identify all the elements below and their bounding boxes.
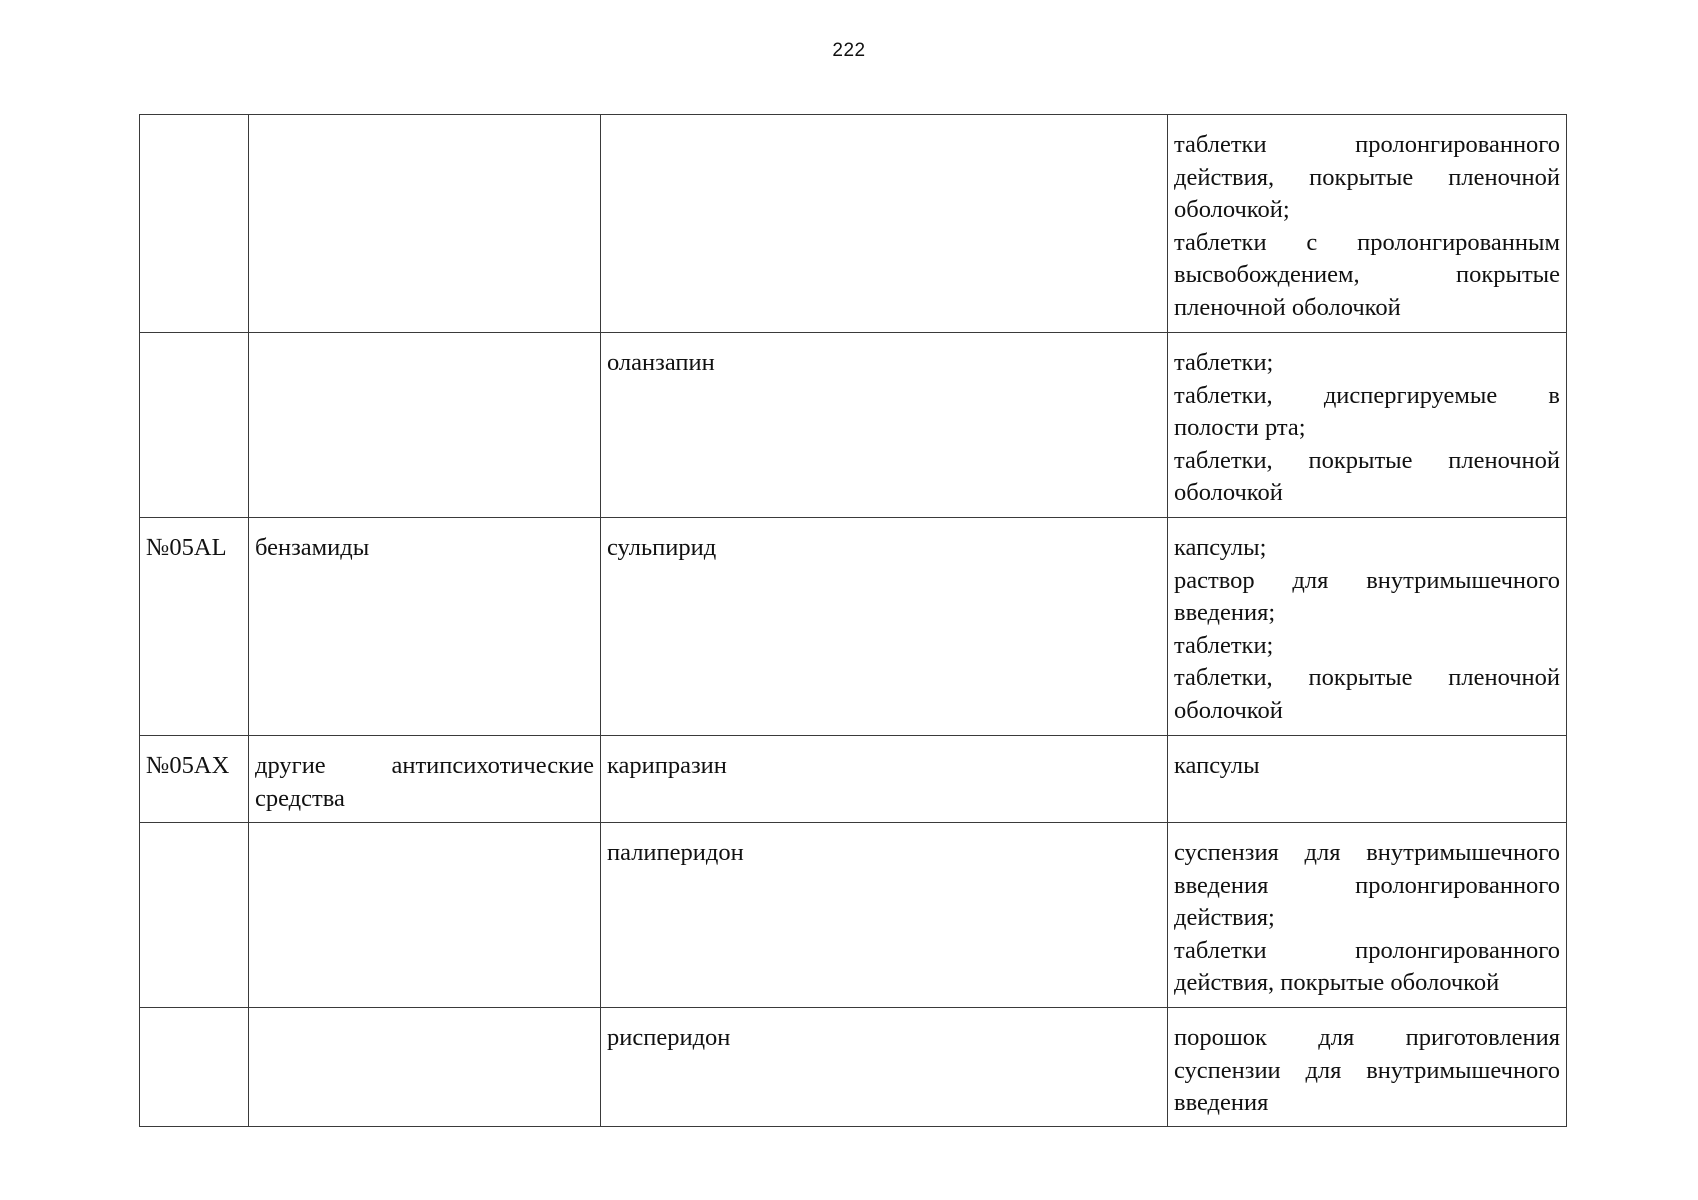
dosage-form: таблетки пролонгированного действия, покрытые оболочкой	[1174, 936, 1560, 997]
atc-code-cell	[140, 115, 249, 333]
drug-name-cell: оланзапин	[601, 333, 1168, 518]
drug-table	[139, 114, 1567, 1127]
dosage-form: суспензия для внутримышечного введения пролонгированного действия;	[1174, 839, 1560, 932]
drug-name-cell	[601, 115, 1168, 333]
dosage-forms-cell	[1168, 333, 1567, 518]
table-row	[140, 736, 1567, 823]
page-number: 222	[832, 40, 866, 61]
dosage-form: таблетки, покрытые пленочной оболочкой	[1174, 664, 1560, 724]
table-row	[140, 1008, 1567, 1127]
group-cell: бензамиды	[249, 518, 601, 736]
dosage-form: капсулы;	[1174, 534, 1267, 561]
table-row	[140, 333, 1567, 518]
dosage-form: капсулы	[1174, 752, 1260, 779]
dosage-forms-cell	[1168, 1008, 1567, 1127]
atc-code-cell	[140, 1008, 249, 1127]
dosage-forms-cell	[1168, 518, 1567, 736]
atc-code-cell	[140, 333, 249, 518]
atc-code-cell: №05AL	[140, 518, 249, 736]
drug-name-cell: карипразин	[601, 736, 1168, 823]
dosage-form: раствор для внутримышечного введения;	[1174, 566, 1560, 627]
group-cell: другие антипсихотические средства	[249, 736, 601, 823]
dosage-form: таблетки;	[1174, 349, 1274, 376]
table-row	[140, 115, 1567, 333]
dosage-forms-cell	[1168, 823, 1567, 1008]
dosage-form: таблетки с пролонгированным высвобождением, покрытые пленочной оболочкой	[1174, 228, 1560, 321]
table-row	[140, 518, 1567, 736]
drug-name-cell: палиперидон	[601, 823, 1168, 1008]
atc-code-cell: №05AX	[140, 736, 249, 823]
drug-name-cell: сульпирид	[601, 518, 1168, 736]
group-cell	[249, 333, 601, 518]
dosage-form: таблетки, диспергируемые в полости рта;	[1174, 381, 1560, 442]
table-row	[140, 823, 1567, 1008]
group-cell	[249, 115, 601, 333]
dosage-forms-cell	[1168, 736, 1567, 823]
dosage-form: таблетки, покрытые пленочной оболочкой	[1174, 446, 1560, 507]
group-cell	[249, 823, 601, 1008]
dosage-forms-cell	[1168, 115, 1567, 333]
group-cell	[249, 1008, 601, 1127]
dosage-form: порошок для приготовления суспензии для внутримышечного введения	[1174, 1024, 1560, 1117]
dosage-form: таблетки пролонгированного действия, покрытые пленочной оболочкой;	[1174, 131, 1560, 224]
dosage-form: таблетки;	[1174, 631, 1274, 659]
atc-code-cell	[140, 823, 249, 1008]
drug-name-cell: рисперидон	[601, 1008, 1168, 1127]
